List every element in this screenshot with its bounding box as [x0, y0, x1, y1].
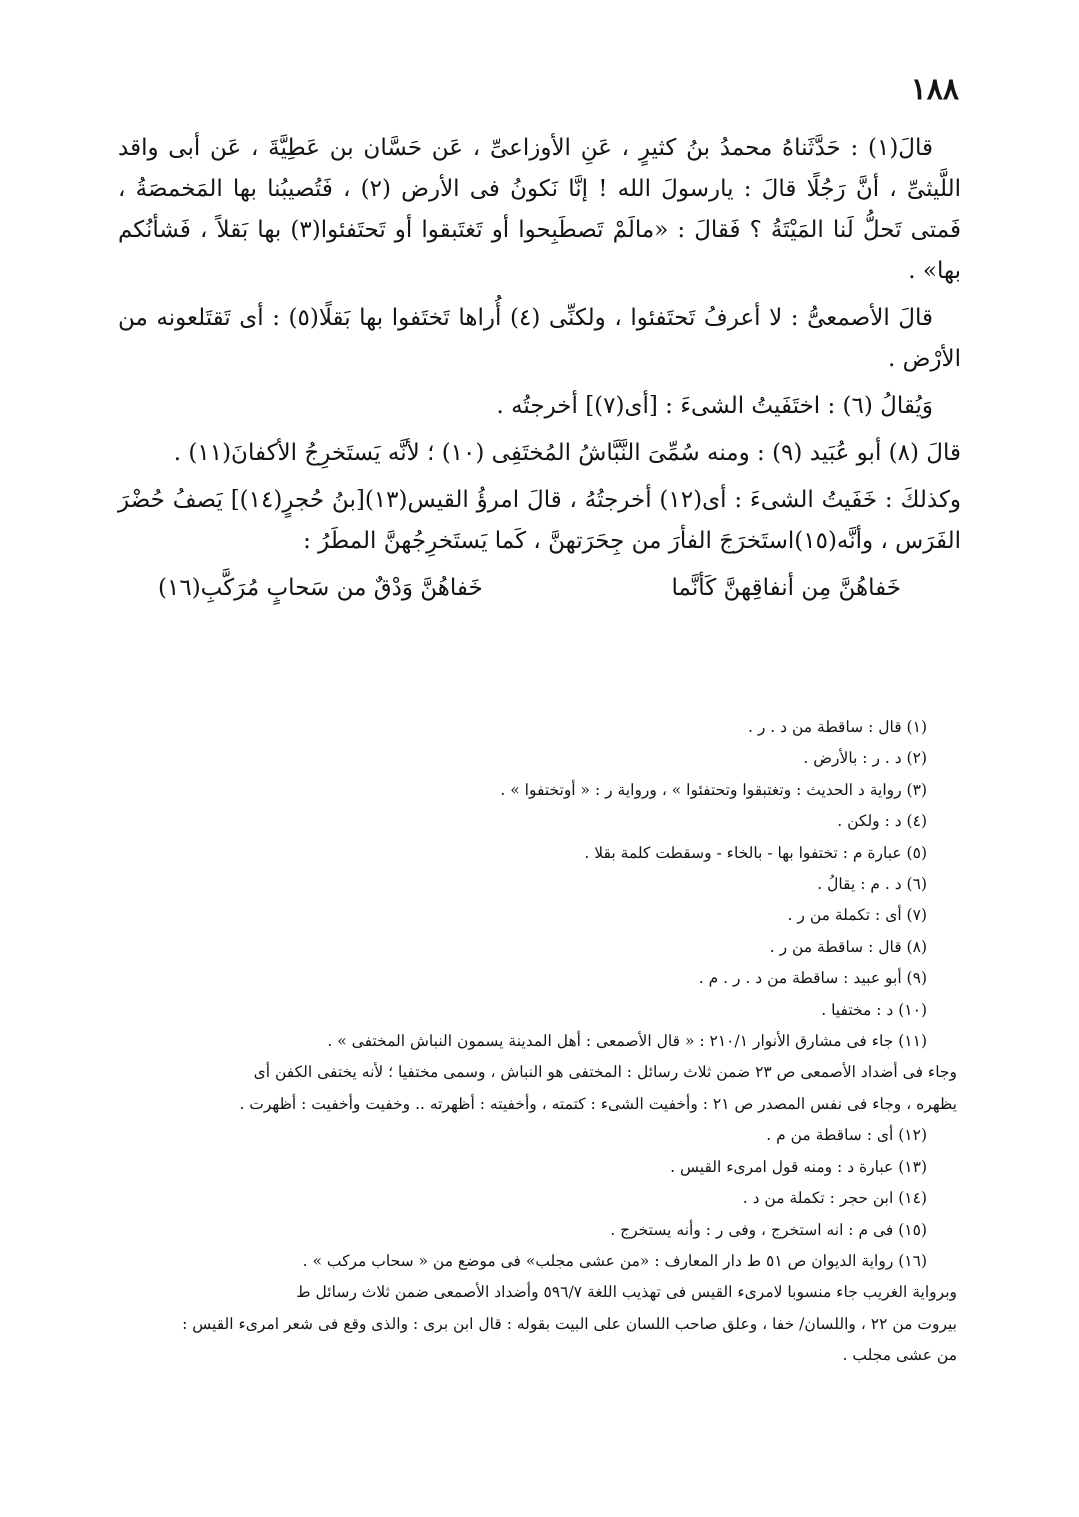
footnote-continuation: وبرواية الغريب جاء منسوبا لامرىء القيس فى تهذيب اللغة ٥٩٦/٧ وأضداد الأصمعى ضمن ثلاث رسائل ط [296, 1283, 957, 1302]
paragraph-hadith: قالَ(١) : حَدَّثَناهُ محمدُ بنُ كثيرٍ ، عَنِ الأوزاعىِّ ، عَن حَسَّان بن عَطِيَّةَ ، عَن أبى واقد اللَّيثىِّ ، أنَّ رَجُلًا قالَ : يارسولَ الله ! إنَّا نَكونُ فى الأرض (٢) ، فَتُصيبُنا بها المَخمصَةُ ، فَمتى تَحلُّ لَنا المَيْتَةُ ؟ فَقالَ : «مالَمْ تَصطَبِحوا أو تَغتَبقوا أو تَحتَفئوا(٣) بها بَقلاً ، فَشأنُكم بها» . [118, 135, 961, 284]
verse-first-hemistich: خَفاهُنَّ مِن أنفاقِهنَّ كَأنَّما [671, 575, 901, 601]
footnote: (١٠) د : مختفيا . [821, 1000, 927, 1019]
footnote-continuation: وجاء فى أضداد الأصمعى ص ٢٣ ضمن ثلاث رسائل : المختفى هو النباش ، وسمى مختفيا ؛ لأنه يختفى الكفن أى [253, 1063, 957, 1082]
footnote: (١٦) رواية الديوان ص ٥١ ط دار المعارف : «من عشى مجلب» فى موضع من « سحاب مركب » . [302, 1251, 927, 1270]
footnote: (١٤) ابن حجر : تكملة من د . [742, 1189, 927, 1208]
paragraph-abu-ubayd: قالَ (٨) أبو عُبَيد (٩) : ومنه سُمِّىَ النَّبَّاشُ المُختَفِى (١٠) ؛ لأنَّه يَستَخرِجُ الأكفانَ(١١) . [173, 440, 961, 466]
paragraph-yuqal: وَيُقالُ (٦) : اختَفَيتُ الشىءَ : [أى(٧)] أخرجتُه . [496, 393, 933, 419]
paragraph-imru-al-qays: وكذلكَ : خَفَيتُ الشىءَ : أى(١٢) أخرجتُهُ ، قالَ امرؤُ القيس(١٣)[بنُ حُجرٍ(١٤)] يَصفُ حُضْرَ الفَرَس ، وأنَّه(١٥)استَخرَجَ الفأرَ من جِحَرَتهنَّ ، كَما يَستَخرِجُهنَّ المطَرُ : [118, 487, 961, 554]
footnote: (١) قال : ساقطة من د . ر . [748, 718, 927, 736]
footnote: (١٥) فى م : انه استخرج ، وفى ر : وأنه يستخرج . [610, 1220, 927, 1239]
footnote-continuation: بيروت من ٢٢ ، واللسان/ خفا ، وعلق صاحب اللسان على البيت بقوله : قال ابن برى : والذى وقع فى شعر امرىء القيس : [182, 1314, 957, 1333]
main-text [118, 128, 961, 609]
paragraph-asmai: قالَ الأصمعىُّ : لا أعرفُ تَحتَفئوا ، ولكنِّى (٤) أُراها تَختَفوا بها بَقلًا(٥) : أى تَقتَلعونه من الأرْض . [118, 305, 961, 372]
footnote: (٨) قال : ساقطة من ر . [769, 937, 927, 956]
footnote: (١٢) أى : ساقطة من م . [766, 1126, 927, 1145]
footnote: (٤) د : ولكن . [837, 812, 927, 831]
footnote: (٩) أبو عبيد : ساقطة من د . ر . م . [698, 969, 927, 988]
page-number: ١٨٨ [910, 72, 959, 107]
footnote: (١٣) عبارة د : ومنه قول امرىء القيس . [670, 1157, 927, 1176]
poem-verse [118, 568, 961, 609]
verse-second-hemistich: خَفاهُنَّ وَدْقٌ من سَحابٍ مُرَكَّبِ(١٦) [158, 575, 483, 601]
footnote: (١١) جاء فى مشارق الأنوار ٢١٠/١ : « قال الأصمعى : أهل المدينة يسمون النباش المختفى » . [327, 1032, 927, 1051]
footnotes [118, 712, 957, 1372]
footnote-continuation: يظهره ، وجاء فى نفس المصدر ص ٢١ : وأخفيت الشىء : كتمته ، وأخفيته : أظهرته .. وخفيت وأخفيت : أظهرت . [239, 1094, 957, 1113]
footnote: (٥) عبارة م : تختفوا بها - بالخاء - وسقطت كلمة بقلا . [584, 843, 927, 862]
footnote: (٧) أى : تكملة من ر . [787, 906, 927, 925]
footnote: (٢) د . ر : بالأرض . [803, 749, 927, 768]
footnote: (٣) رواية د الحديث : وتغتبقوا وتحتفئوا » ، ورواية ر : « أوتختفوا » . [500, 780, 927, 799]
footnote-continuation: من عشى مجلب . [842, 1346, 957, 1365]
footnote: (٦) د . م : يقالُ . [817, 875, 927, 894]
